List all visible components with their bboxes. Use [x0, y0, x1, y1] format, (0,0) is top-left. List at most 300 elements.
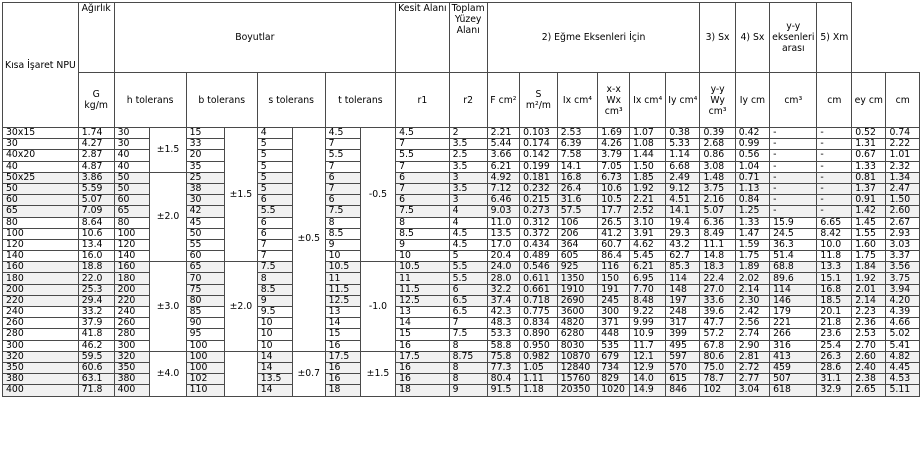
- value-cell: 0.67: [852, 150, 886, 161]
- value-cell: 16: [396, 374, 450, 385]
- b-value: 20: [186, 150, 224, 161]
- t-tolerance: -1.0: [360, 262, 395, 352]
- value-cell: 29.3: [666, 228, 700, 239]
- value-cell: 6.65: [817, 217, 852, 228]
- value-cell: 6.73: [598, 172, 630, 183]
- t-value: 12.5: [325, 295, 360, 306]
- value-cell: 106: [557, 217, 598, 228]
- table-row: [3, 340, 920, 351]
- b-value: 75: [186, 284, 224, 295]
- value-cell: 371: [598, 318, 630, 329]
- value-cell: 615: [666, 374, 700, 385]
- h-value: 160: [114, 262, 150, 273]
- profile-code: 140: [3, 251, 79, 262]
- value-cell: 1.33: [735, 217, 769, 228]
- value-cell: 4: [449, 217, 487, 228]
- table-row: [3, 195, 920, 206]
- value-cell: 5.07: [700, 206, 735, 217]
- value-cell: 6280: [557, 329, 598, 340]
- profile-code: 65: [3, 206, 79, 217]
- value-cell: 7: [396, 183, 450, 194]
- value-cell: 1.33: [852, 161, 886, 172]
- table-row: [3, 284, 920, 295]
- value-cell: 5.5: [449, 273, 487, 284]
- value-cell: 0.834: [520, 318, 558, 329]
- value-cell: 5.5: [396, 150, 450, 161]
- t-value: 10.5: [325, 262, 360, 273]
- value-cell: 47.7: [700, 318, 735, 329]
- value-cell: 32.9: [817, 385, 852, 396]
- weight-value: 2.87: [78, 150, 114, 161]
- value-cell: 57.5: [557, 206, 598, 217]
- cm-unit-header: cm: [817, 73, 852, 128]
- b-tol-header: b tolerans: [186, 73, 257, 128]
- s-value: 5: [257, 139, 292, 150]
- value-cell: 6.21: [630, 262, 666, 273]
- value-cell: 85.3: [666, 262, 700, 273]
- ix-unit-header: Ix cm⁴: [557, 73, 598, 128]
- value-cell: 1.55: [852, 228, 886, 239]
- h-tolerance: ±3.0: [150, 262, 186, 352]
- value-cell: 459: [770, 362, 817, 373]
- weight-value: 16.0: [78, 251, 114, 262]
- value-cell: 14.0: [630, 374, 666, 385]
- value-cell: 80.6: [700, 351, 735, 362]
- value-cell: 2.70: [852, 340, 886, 351]
- value-cell: 2690: [557, 295, 598, 306]
- value-cell: 0.232: [520, 183, 558, 194]
- s-value: 10: [257, 318, 292, 329]
- b-tolerance: ±2.0: [225, 262, 258, 352]
- b-tolerance: ±1.5: [225, 128, 258, 262]
- value-cell: -: [770, 139, 817, 150]
- value-cell: 1.92: [852, 273, 886, 284]
- value-cell: 221: [770, 318, 817, 329]
- value-cell: -: [770, 150, 817, 161]
- value-cell: 2.52: [630, 206, 666, 217]
- h-tolerance: ±1.5: [150, 128, 186, 173]
- value-cell: 102: [700, 385, 735, 396]
- b-value: 50: [186, 228, 224, 239]
- cm3-unit-header: cm³: [770, 73, 817, 128]
- value-cell: 67.8: [700, 340, 735, 351]
- table-row: [3, 150, 920, 161]
- value-cell: 28.0: [487, 273, 519, 284]
- wx-unit-header: x-x Wx cm³: [598, 73, 630, 128]
- weight-value: 8.64: [78, 217, 114, 228]
- profile-code: 100: [3, 228, 79, 239]
- value-cell: 42.3: [487, 307, 519, 318]
- value-cell: 0.273: [520, 206, 558, 217]
- value-cell: 1.14: [666, 150, 700, 161]
- value-cell: 2.60: [852, 351, 886, 362]
- value-cell: -: [817, 172, 852, 183]
- table-row: [3, 385, 920, 396]
- value-cell: 15: [396, 329, 450, 340]
- h-tol-header: h tolerans: [114, 73, 186, 128]
- b-value: 85: [186, 307, 224, 318]
- value-cell: 11.8: [817, 251, 852, 262]
- ix2-unit-header: Ix cm⁴: [630, 73, 666, 128]
- value-cell: 7.12: [487, 183, 519, 194]
- value-cell: 15760: [557, 374, 598, 385]
- b-value: 95: [186, 329, 224, 340]
- value-cell: 1.11: [520, 374, 558, 385]
- weight-value: 10.6: [78, 228, 114, 239]
- value-cell: 2.53: [852, 329, 886, 340]
- value-cell: 3.10: [630, 217, 666, 228]
- weight-value: 29.4: [78, 295, 114, 306]
- r2-header: r2: [449, 73, 487, 128]
- weight-value: 7.09: [78, 206, 114, 217]
- s-tolerance: ±0.5: [292, 128, 325, 352]
- value-cell: 6.5: [449, 307, 487, 318]
- s-value: 5: [257, 161, 292, 172]
- value-cell: 57.2: [700, 329, 735, 340]
- s-value: 10: [257, 340, 292, 351]
- value-cell: 23.6: [817, 329, 852, 340]
- value-cell: -: [817, 150, 852, 161]
- value-cell: 6: [396, 172, 450, 183]
- value-cell: 2.5: [449, 150, 487, 161]
- t-value: 7: [325, 139, 360, 150]
- value-cell: 7.70: [630, 284, 666, 295]
- h-tolerance: ±2.0: [150, 172, 186, 262]
- r1-header: r1: [396, 73, 450, 128]
- t-value: 4.5: [325, 128, 360, 139]
- value-cell: 7.5: [449, 329, 487, 340]
- value-cell: 3600: [557, 307, 598, 318]
- s-value: 14: [257, 385, 292, 396]
- t-tolerance: -0.5: [360, 128, 395, 262]
- h-value: 65: [114, 206, 150, 217]
- value-cell: 4.39: [886, 307, 920, 318]
- value-cell: 734: [598, 362, 630, 373]
- value-cell: 7: [396, 139, 450, 150]
- value-cell: 13.3: [817, 262, 852, 273]
- egme-eksenleri-header: 2) Eğme Eksenleri İçin: [487, 3, 700, 73]
- value-cell: 146: [770, 295, 817, 306]
- value-cell: 2.14: [852, 295, 886, 306]
- value-cell: 13: [396, 307, 450, 318]
- value-cell: 31.6: [557, 195, 598, 206]
- value-cell: 9.99: [630, 318, 666, 329]
- table-row: [3, 217, 920, 228]
- table-row: [3, 251, 920, 262]
- value-cell: 5.11: [886, 385, 920, 396]
- value-cell: 1.89: [735, 262, 769, 273]
- value-cell: 16.8: [817, 284, 852, 295]
- table-row: [3, 295, 920, 306]
- value-cell: 2.42: [735, 307, 769, 318]
- weight-value: 37.9: [78, 318, 114, 329]
- value-cell: 4820: [557, 318, 598, 329]
- value-cell: 75.0: [700, 362, 735, 373]
- t-value: 7: [325, 161, 360, 172]
- value-cell: 37.4: [487, 295, 519, 306]
- value-cell: 2.67: [886, 217, 920, 228]
- b-value: 35: [186, 161, 224, 172]
- toplam-yuzey-header: Toplam Yüzey Alanı: [449, 3, 487, 73]
- value-cell: 3.56: [886, 262, 920, 273]
- value-cell: 1.48: [700, 172, 735, 183]
- value-cell: 925: [557, 262, 598, 273]
- b-value: 30: [186, 195, 224, 206]
- table-row: [3, 239, 920, 250]
- value-cell: 191: [598, 284, 630, 295]
- profile-code: 380: [3, 374, 79, 385]
- value-cell: 2.74: [735, 329, 769, 340]
- value-cell: 11.7: [630, 340, 666, 351]
- s-value: 5: [257, 150, 292, 161]
- value-cell: 1.31: [852, 139, 886, 150]
- boyutlar-header: Boyutlar: [114, 3, 396, 73]
- value-cell: 4.62: [630, 239, 666, 250]
- b-value: 65: [186, 262, 224, 273]
- value-cell: 2.30: [735, 295, 769, 306]
- b-value: 70: [186, 273, 224, 284]
- s-value: 5.5: [257, 206, 292, 217]
- h-value: 400: [114, 385, 150, 396]
- value-cell: 15.9: [770, 217, 817, 228]
- t-value: 16: [325, 340, 360, 351]
- value-cell: 1.60: [852, 239, 886, 250]
- ey-unit-header: ey cm: [852, 73, 886, 128]
- value-cell: 0.950: [520, 340, 558, 351]
- value-cell: 14.8: [700, 251, 735, 262]
- profile-code: 200: [3, 284, 79, 295]
- value-cell: 2.01: [852, 284, 886, 295]
- table-row: [3, 172, 920, 183]
- s-value: 5: [257, 183, 292, 194]
- value-cell: 8: [449, 340, 487, 351]
- value-cell: 179: [770, 307, 817, 318]
- value-cell: 8.42: [817, 228, 852, 239]
- value-cell: 2.56: [735, 318, 769, 329]
- value-cell: 3.75: [700, 183, 735, 194]
- value-cell: 0.86: [700, 150, 735, 161]
- value-cell: 43.2: [666, 239, 700, 250]
- value-cell: 51.4: [770, 251, 817, 262]
- t-value: 8.5: [325, 228, 360, 239]
- s-value: 9: [257, 295, 292, 306]
- value-cell: -: [817, 195, 852, 206]
- value-cell: 1.85: [630, 172, 666, 183]
- value-cell: 0.890: [520, 329, 558, 340]
- value-cell: 1.59: [735, 239, 769, 250]
- value-cell: 2.16: [700, 195, 735, 206]
- table-row: [3, 307, 920, 318]
- h-value: 320: [114, 351, 150, 362]
- value-cell: 7: [449, 318, 487, 329]
- value-cell: 26.3: [817, 351, 852, 362]
- value-cell: 17.0: [487, 239, 519, 250]
- value-cell: 5: [449, 251, 487, 262]
- profile-code: 120: [3, 239, 79, 250]
- value-cell: 2.02: [735, 273, 769, 284]
- table-row: [3, 206, 920, 217]
- value-cell: 6.46: [487, 195, 519, 206]
- value-cell: 6: [396, 195, 450, 206]
- value-cell: 4.20: [886, 295, 920, 306]
- table-row: [3, 273, 920, 284]
- weight-value: 18.8: [78, 262, 114, 273]
- t-value: 16: [325, 374, 360, 385]
- profile-code: 60: [3, 195, 79, 206]
- value-cell: 8: [449, 362, 487, 373]
- value-cell: 4: [449, 206, 487, 217]
- value-cell: 1.44: [630, 150, 666, 161]
- h-value: 30: [114, 128, 150, 139]
- t-value: 15: [325, 329, 360, 340]
- value-cell: 33.6: [700, 295, 735, 306]
- s-value: 10: [257, 329, 292, 340]
- weight-value: 59.5: [78, 351, 114, 362]
- t-value: 8: [325, 217, 360, 228]
- value-cell: 12.1: [630, 351, 666, 362]
- h-value: 50: [114, 172, 150, 183]
- b-tolerance: [225, 351, 258, 396]
- h-value: 220: [114, 295, 150, 306]
- b-value: 25: [186, 172, 224, 183]
- value-cell: 75.8: [487, 351, 519, 362]
- value-cell: 266: [770, 329, 817, 340]
- value-cell: 11.5: [396, 284, 450, 295]
- value-cell: 68.8: [770, 262, 817, 273]
- value-cell: 53.3: [487, 329, 519, 340]
- value-cell: 448: [598, 329, 630, 340]
- value-cell: 16: [396, 340, 450, 351]
- value-cell: 829: [598, 374, 630, 385]
- value-cell: 1.37: [852, 183, 886, 194]
- value-cell: 80.4: [487, 374, 519, 385]
- value-cell: 6.36: [700, 217, 735, 228]
- value-cell: -: [817, 128, 852, 139]
- value-cell: -: [770, 183, 817, 194]
- value-cell: 5.5: [449, 262, 487, 273]
- value-cell: 20.4: [487, 251, 519, 262]
- table-row: [3, 362, 920, 373]
- value-cell: 3.37: [886, 251, 920, 262]
- value-cell: 3.5: [449, 183, 487, 194]
- weight-value: 5.07: [78, 195, 114, 206]
- value-cell: 58.8: [487, 340, 519, 351]
- value-cell: 11.0: [487, 217, 519, 228]
- profile-code: 40: [3, 161, 79, 172]
- value-cell: 8: [396, 217, 450, 228]
- value-cell: 1.50: [886, 195, 920, 206]
- value-cell: 0.56: [735, 150, 769, 161]
- value-cell: 10.9: [630, 329, 666, 340]
- value-cell: 3.66: [487, 150, 519, 161]
- t-value: 11: [325, 273, 360, 284]
- value-cell: 197: [666, 295, 700, 306]
- value-cell: 0.546: [520, 262, 558, 273]
- s-value: 8.5: [257, 284, 292, 295]
- h-value: 40: [114, 161, 150, 172]
- value-cell: 1.50: [630, 161, 666, 172]
- value-cell: -: [770, 161, 817, 172]
- value-cell: 41.2: [598, 228, 630, 239]
- profile-code: 280: [3, 329, 79, 340]
- value-cell: 6.39: [557, 139, 598, 150]
- value-cell: 300: [598, 307, 630, 318]
- value-cell: 18.3: [700, 262, 735, 273]
- value-cell: 4.26: [598, 139, 630, 150]
- value-cell: 6.68: [666, 161, 700, 172]
- value-cell: 0.39: [700, 128, 735, 139]
- value-cell: 22.4: [700, 273, 735, 284]
- value-cell: 1020: [598, 385, 630, 396]
- value-cell: 0.103: [520, 128, 558, 139]
- b-value: 100: [186, 351, 224, 362]
- value-cell: 2.14: [735, 284, 769, 295]
- value-cell: 317: [666, 318, 700, 329]
- t-value: 6: [325, 172, 360, 183]
- profile-code: 50x25: [3, 172, 79, 183]
- value-cell: 3.79: [598, 150, 630, 161]
- h-value: 280: [114, 329, 150, 340]
- value-cell: 5.41: [886, 340, 920, 351]
- value-cell: 679: [598, 351, 630, 362]
- value-cell: 2.53: [557, 128, 598, 139]
- b-value: 80: [186, 295, 224, 306]
- b-value: 90: [186, 318, 224, 329]
- value-cell: 48.3: [487, 318, 519, 329]
- f-unit-header: F cm²: [487, 73, 519, 128]
- weight-value: 63.1: [78, 374, 114, 385]
- value-cell: 8.75: [449, 351, 487, 362]
- value-cell: 2.21: [630, 195, 666, 206]
- value-cell: 1.92: [630, 183, 666, 194]
- value-cell: 3.08: [700, 161, 735, 172]
- value-cell: 60.7: [598, 239, 630, 250]
- profile-code: 30: [3, 139, 79, 150]
- weight-value: 4.27: [78, 139, 114, 150]
- value-cell: 2.65: [852, 385, 886, 396]
- value-cell: 9.12: [666, 183, 700, 194]
- value-cell: 10.6: [598, 183, 630, 194]
- profile-code: 320: [3, 351, 79, 362]
- weight-value: 1.74: [78, 128, 114, 139]
- s-value: 6: [257, 217, 292, 228]
- value-cell: 2.60: [886, 206, 920, 217]
- value-cell: 2.93: [886, 228, 920, 239]
- value-cell: 10870: [557, 351, 598, 362]
- s-value: 4: [257, 128, 292, 139]
- value-cell: 1.05: [520, 362, 558, 373]
- value-cell: 13.5: [487, 228, 519, 239]
- t-value: 17.5: [325, 351, 360, 362]
- weight-value: 33.2: [78, 307, 114, 318]
- s-value: 6: [257, 195, 292, 206]
- value-cell: 2.72: [735, 362, 769, 373]
- g-unit-header: G kg/m: [78, 73, 114, 128]
- weight-value: 71.8: [78, 385, 114, 396]
- value-cell: 248: [666, 307, 700, 318]
- value-cell: 91.5: [487, 385, 519, 396]
- value-cell: 77.3: [487, 362, 519, 373]
- value-cell: 316: [770, 340, 817, 351]
- kesit-alani-header: Kesit Alanı: [396, 3, 450, 73]
- value-cell: 3.91: [630, 228, 666, 239]
- value-cell: 24.0: [487, 262, 519, 273]
- weight-value: 3.86: [78, 172, 114, 183]
- value-cell: 17.7: [598, 206, 630, 217]
- table-row: [3, 329, 920, 340]
- value-cell: 4.45: [886, 362, 920, 373]
- yy-eksen-header: y-y eksenleri arası: [770, 3, 817, 73]
